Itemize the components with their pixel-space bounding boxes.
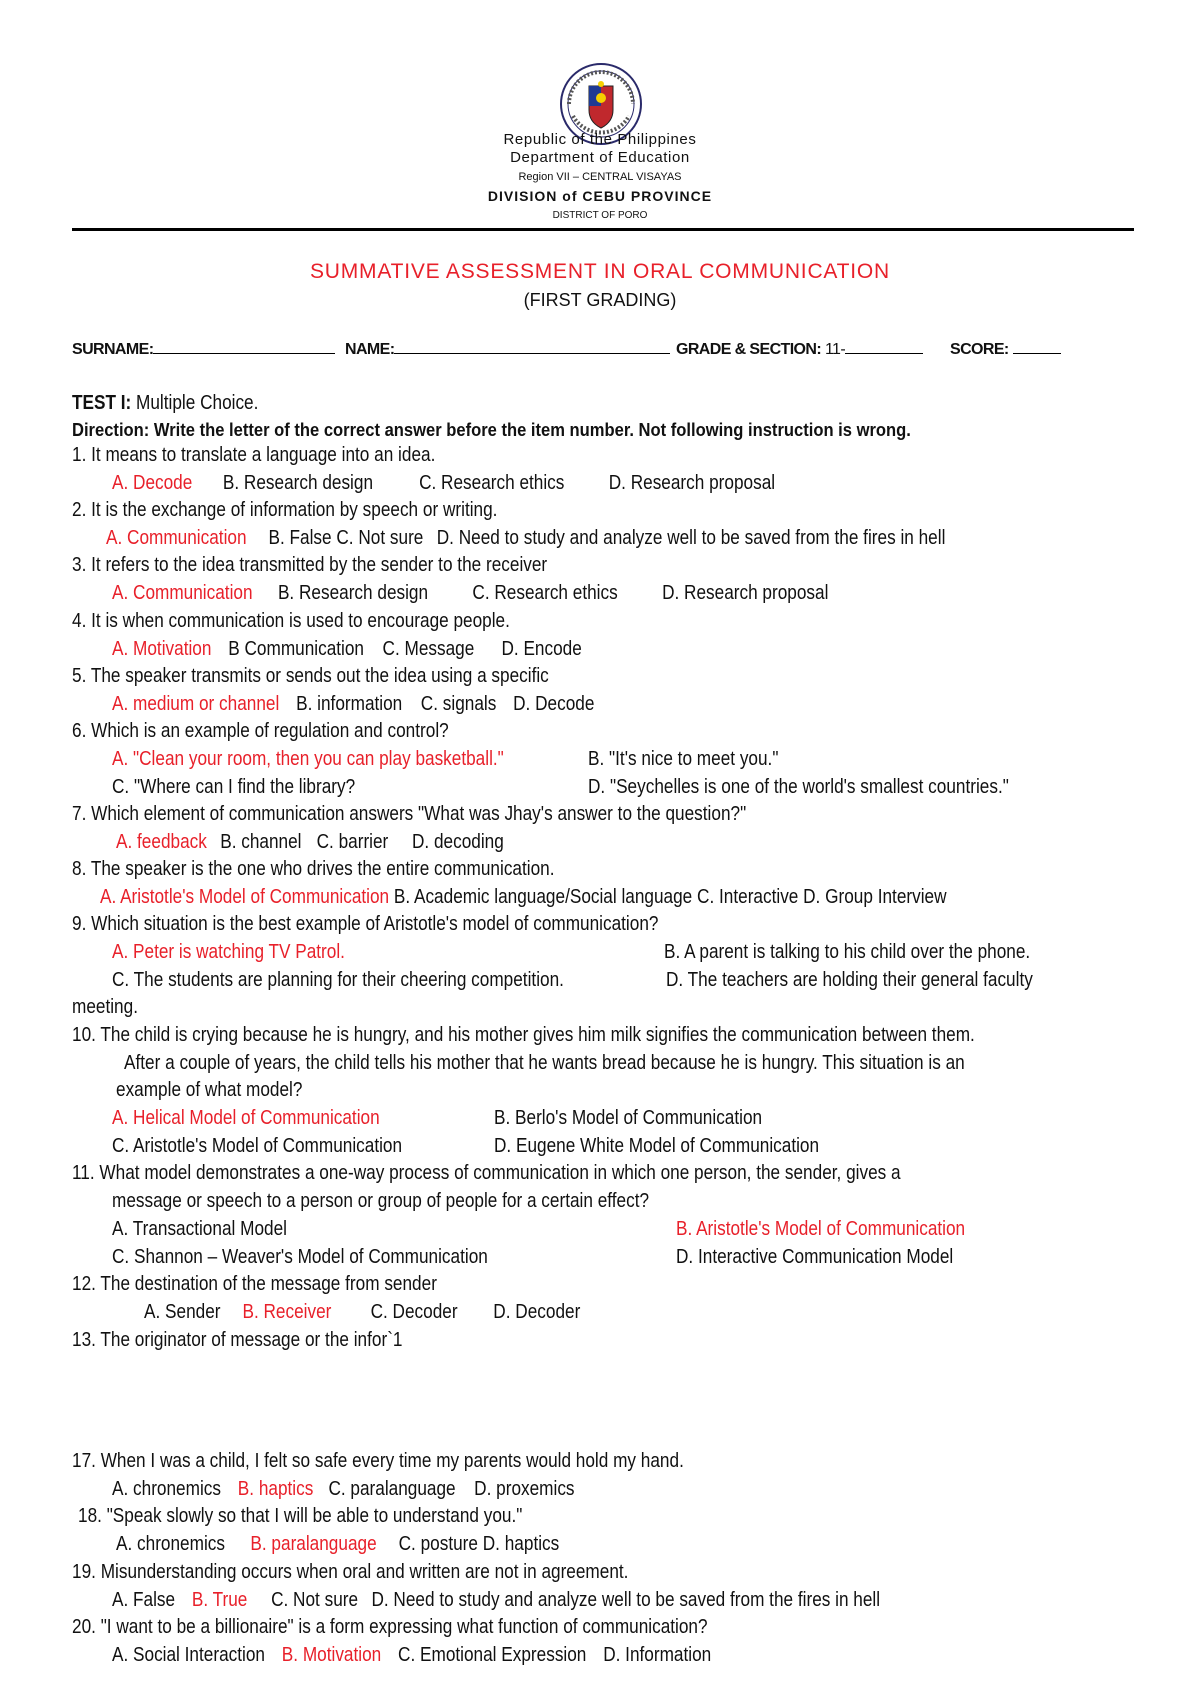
q10-option-c[interactable]: C. Aristotle's Model of Communication <box>112 1135 403 1157</box>
q4-option-b[interactable]: B Communication <box>228 638 364 660</box>
grade-section-blank[interactable] <box>845 339 923 354</box>
q19-option-a[interactable]: A. False <box>112 1589 176 1611</box>
q11-option-c[interactable]: C. Shannon – Weaver's Model of Communication <box>112 1246 488 1268</box>
q11-option-b[interactable]: B. Aristotle's Model of Communication <box>676 1218 966 1240</box>
q18-option-c[interactable]: C. posture <box>398 1533 478 1555</box>
q19-option-b[interactable]: B. True <box>191 1589 248 1611</box>
question-8: 8. The speaker is the one who drives the entire communication. <box>72 858 555 880</box>
question-18: 18. "Speak slowly so that I will be able to understand you." <box>78 1505 523 1527</box>
q2-option-b[interactable]: B. False <box>268 527 332 549</box>
question-20: 20. "I want to be a billionaire" is a form expressing what function of communication? <box>72 1616 708 1638</box>
q9-option-d[interactable]: D. The teachers are holding their general faculty <box>666 969 1033 991</box>
direction-text: Write the letter of the correct answer before the item number. Not following instruction is wrong. <box>153 420 911 440</box>
surname-label: SURNAME: <box>72 341 154 358</box>
q8-option-a[interactable]: A. Aristotle's Model of Communication <box>100 886 390 908</box>
q20-option-a[interactable]: A. Social Interaction <box>112 1644 265 1666</box>
q3-option-a[interactable]: A. Communication <box>112 582 253 604</box>
q19-option-c[interactable]: C. Not sure <box>271 1589 359 1611</box>
question-5-options <box>112 692 594 716</box>
q5-option-a[interactable]: A. medium or channel <box>112 693 280 715</box>
q7-option-b[interactable]: B. channel <box>220 831 302 853</box>
q18-option-b[interactable]: B. paralanguage <box>250 1533 377 1555</box>
q1-option-d[interactable]: D. Research proposal <box>608 472 776 494</box>
q6-option-d[interactable]: D. "Seychelles is one of the world's smallest countries." <box>588 776 1009 798</box>
q8-options-rest[interactable]: B. Academic language/Social language C. Interactive D. Group Interview <box>393 886 947 908</box>
header-division: DIVISION of CEBU PROVINCE <box>487 188 713 204</box>
q7-option-d[interactable]: D. decoding <box>412 831 504 853</box>
grade-section-label: GRADE & SECTION: <box>676 341 822 358</box>
q11-option-d[interactable]: D. Interactive Communication Model <box>676 1246 954 1268</box>
q17-option-c[interactable]: C. paralanguage <box>328 1478 456 1500</box>
q5-option-b[interactable]: B. information <box>296 693 403 715</box>
name-label: NAME: <box>345 341 395 358</box>
q9-option-a[interactable]: A. Peter is watching TV Patrol. <box>112 941 345 963</box>
q18-option-d[interactable]: D. haptics <box>482 1533 560 1555</box>
q12-option-c[interactable]: C. Decoder <box>370 1301 458 1323</box>
q17-option-b[interactable]: B. haptics <box>237 1478 314 1500</box>
q7-option-c[interactable]: C. barrier <box>316 831 389 853</box>
question-10-line-2: After a couple of years, the child tells his mother that he wants bread because he is hungry. This situation is an <box>124 1052 965 1074</box>
header-region: Region VII – CENTRAL VISAYAS <box>518 171 682 183</box>
direction-label: Direction: <box>72 420 150 440</box>
question-3-options <box>112 581 828 605</box>
q1-option-c[interactable]: C. Research ethics <box>419 472 565 494</box>
question-20-options <box>112 1643 711 1667</box>
question-1: 1. It means to translate a language into an idea. <box>72 444 436 466</box>
q20-option-c[interactable]: C. Emotional Expression <box>398 1644 587 1666</box>
q2-option-a[interactable]: A. Communication <box>106 527 247 549</box>
score-field[interactable] <box>950 339 1061 359</box>
question-7: 7. Which element of communication answers "What was Jhay's answer to the question?" <box>72 803 747 825</box>
question-2: 2. It is the exchange of information by speech or writing. <box>72 499 498 521</box>
question-10-line-3: example of what model? <box>116 1079 303 1101</box>
question-6: 6. Which is an example of regulation and control? <box>72 720 449 742</box>
q11-option-a[interactable]: A. Transactional Model <box>112 1218 287 1240</box>
header-divider <box>72 228 1134 231</box>
q3-option-c[interactable]: C. Research ethics <box>472 582 618 604</box>
q2-option-c[interactable]: C. Not sure <box>336 527 424 549</box>
q12-option-a[interactable]: A. Sender <box>144 1301 221 1323</box>
q12-option-b[interactable]: B. Receiver <box>242 1301 332 1323</box>
question-3: 3. It refers to the idea transmitted by the sender to the receiver <box>72 554 548 576</box>
name-field[interactable] <box>345 339 670 359</box>
test-heading <box>72 391 258 415</box>
q17-option-a[interactable]: A. chronemics <box>112 1478 221 1500</box>
question-17: 17. When I was a child, I felt so safe every time my parents would hold my hand. <box>72 1450 684 1472</box>
q5-option-c[interactable]: C. signals <box>420 693 497 715</box>
q10-option-d[interactable]: D. Eugene White Model of Communication <box>494 1135 820 1157</box>
direction <box>72 418 911 442</box>
question-7-options <box>116 830 504 854</box>
question-9: 9. Which situation is the best example of Aristotle's model of communication? <box>72 913 659 935</box>
q9-option-c[interactable]: C. The students are planning for their cheering competition. <box>112 969 564 991</box>
header-district: DISTRICT OF PORO <box>552 210 648 221</box>
q10-option-a[interactable]: A. Helical Model of Communication <box>112 1107 380 1129</box>
page-title: SUMMATIVE ASSESSMENT IN ORAL COMMUNICATION <box>309 260 891 283</box>
q1-option-b[interactable]: B. Research design <box>222 472 374 494</box>
q6-option-a[interactable]: A. "Clean your room, then you can play basketball." <box>112 748 504 770</box>
question-11-line-1: 11. What model demonstrates a one-way process of communication in which one person, the sender, gives a <box>72 1162 901 1184</box>
question-11-line-2: message or speech to a person or group of people for a certain effect? <box>112 1190 650 1212</box>
surname-field[interactable] <box>72 339 335 359</box>
q9-option-d-continued: meeting. <box>72 996 138 1018</box>
grade-value: 11- <box>824 341 846 358</box>
test-type: Multiple Choice. <box>136 392 259 414</box>
question-1-options <box>112 471 775 495</box>
question-10-line-1: 10. The child is crying because he is hungry, and his mother gives him milk signifies the communication between them. <box>72 1024 975 1046</box>
q2-option-d[interactable]: D. Need to study and analyze well to be saved from the fires in hell <box>436 527 946 549</box>
q6-option-b[interactable]: B. "It's nice to meet you." <box>588 748 779 770</box>
q3-option-d[interactable]: D. Research proposal <box>662 582 829 604</box>
q20-option-b[interactable]: B. Motivation <box>281 1644 382 1666</box>
q10-option-b[interactable]: B. Berlo's Model of Communication <box>494 1107 763 1129</box>
q12-option-d[interactable]: D. Decoder <box>493 1301 581 1323</box>
q9-option-b[interactable]: B. A parent is talking to his child over the phone. <box>664 941 1031 963</box>
question-13: 13. The originator of message or the infor`1 <box>72 1329 403 1351</box>
header-department: Department of Education <box>510 149 690 166</box>
q1-option-a[interactable]: A. Decode <box>112 472 193 494</box>
q7-option-a[interactable]: A. feedback <box>116 831 207 853</box>
question-2-options <box>106 526 945 550</box>
page-subtitle: (FIRST GRADING) <box>523 290 677 310</box>
header-country: Republic of the Philippines <box>503 131 697 148</box>
surname-blank[interactable] <box>153 339 335 354</box>
score-blank[interactable] <box>1013 339 1061 354</box>
question-5: 5. The speaker transmits or sends out the idea using a specific <box>72 665 549 687</box>
question-19-options <box>112 1588 880 1612</box>
name-blank[interactable] <box>394 339 670 354</box>
question-17-options <box>112 1477 575 1501</box>
question-19: 19. Misunderstanding occurs when oral and written are not in agreement. <box>72 1561 629 1583</box>
question-4-options <box>112 637 582 661</box>
q5-option-d[interactable]: D. Decode <box>513 693 595 715</box>
question-12: 12. The destination of the message from sender <box>72 1273 437 1295</box>
q3-option-b[interactable]: B. Research design <box>277 582 429 604</box>
q20-option-d[interactable]: D. Information <box>603 1644 712 1666</box>
q4-option-c[interactable]: C. Message <box>382 638 475 660</box>
question-12-options <box>144 1300 580 1324</box>
q6-option-c[interactable]: C. "Where can I find the library? <box>112 776 356 798</box>
question-18-options <box>116 1532 559 1556</box>
question-4: 4. It is when communication is used to encourage people. <box>72 610 510 632</box>
test-label: TEST I: <box>72 392 132 414</box>
q4-option-a[interactable]: A. Motivation <box>112 638 212 660</box>
q17-option-d[interactable]: D. proxemics <box>474 1478 575 1500</box>
question-8-options <box>100 885 947 909</box>
score-label: SCORE: <box>950 341 1009 358</box>
grade-section-field[interactable] <box>676 339 923 359</box>
q4-option-d[interactable]: D. Encode <box>501 638 582 660</box>
q19-option-d[interactable]: D. Need to study and analyze well to be saved from the fires in hell <box>371 1589 881 1611</box>
q18-option-a[interactable]: A. chronemics <box>116 1533 225 1555</box>
